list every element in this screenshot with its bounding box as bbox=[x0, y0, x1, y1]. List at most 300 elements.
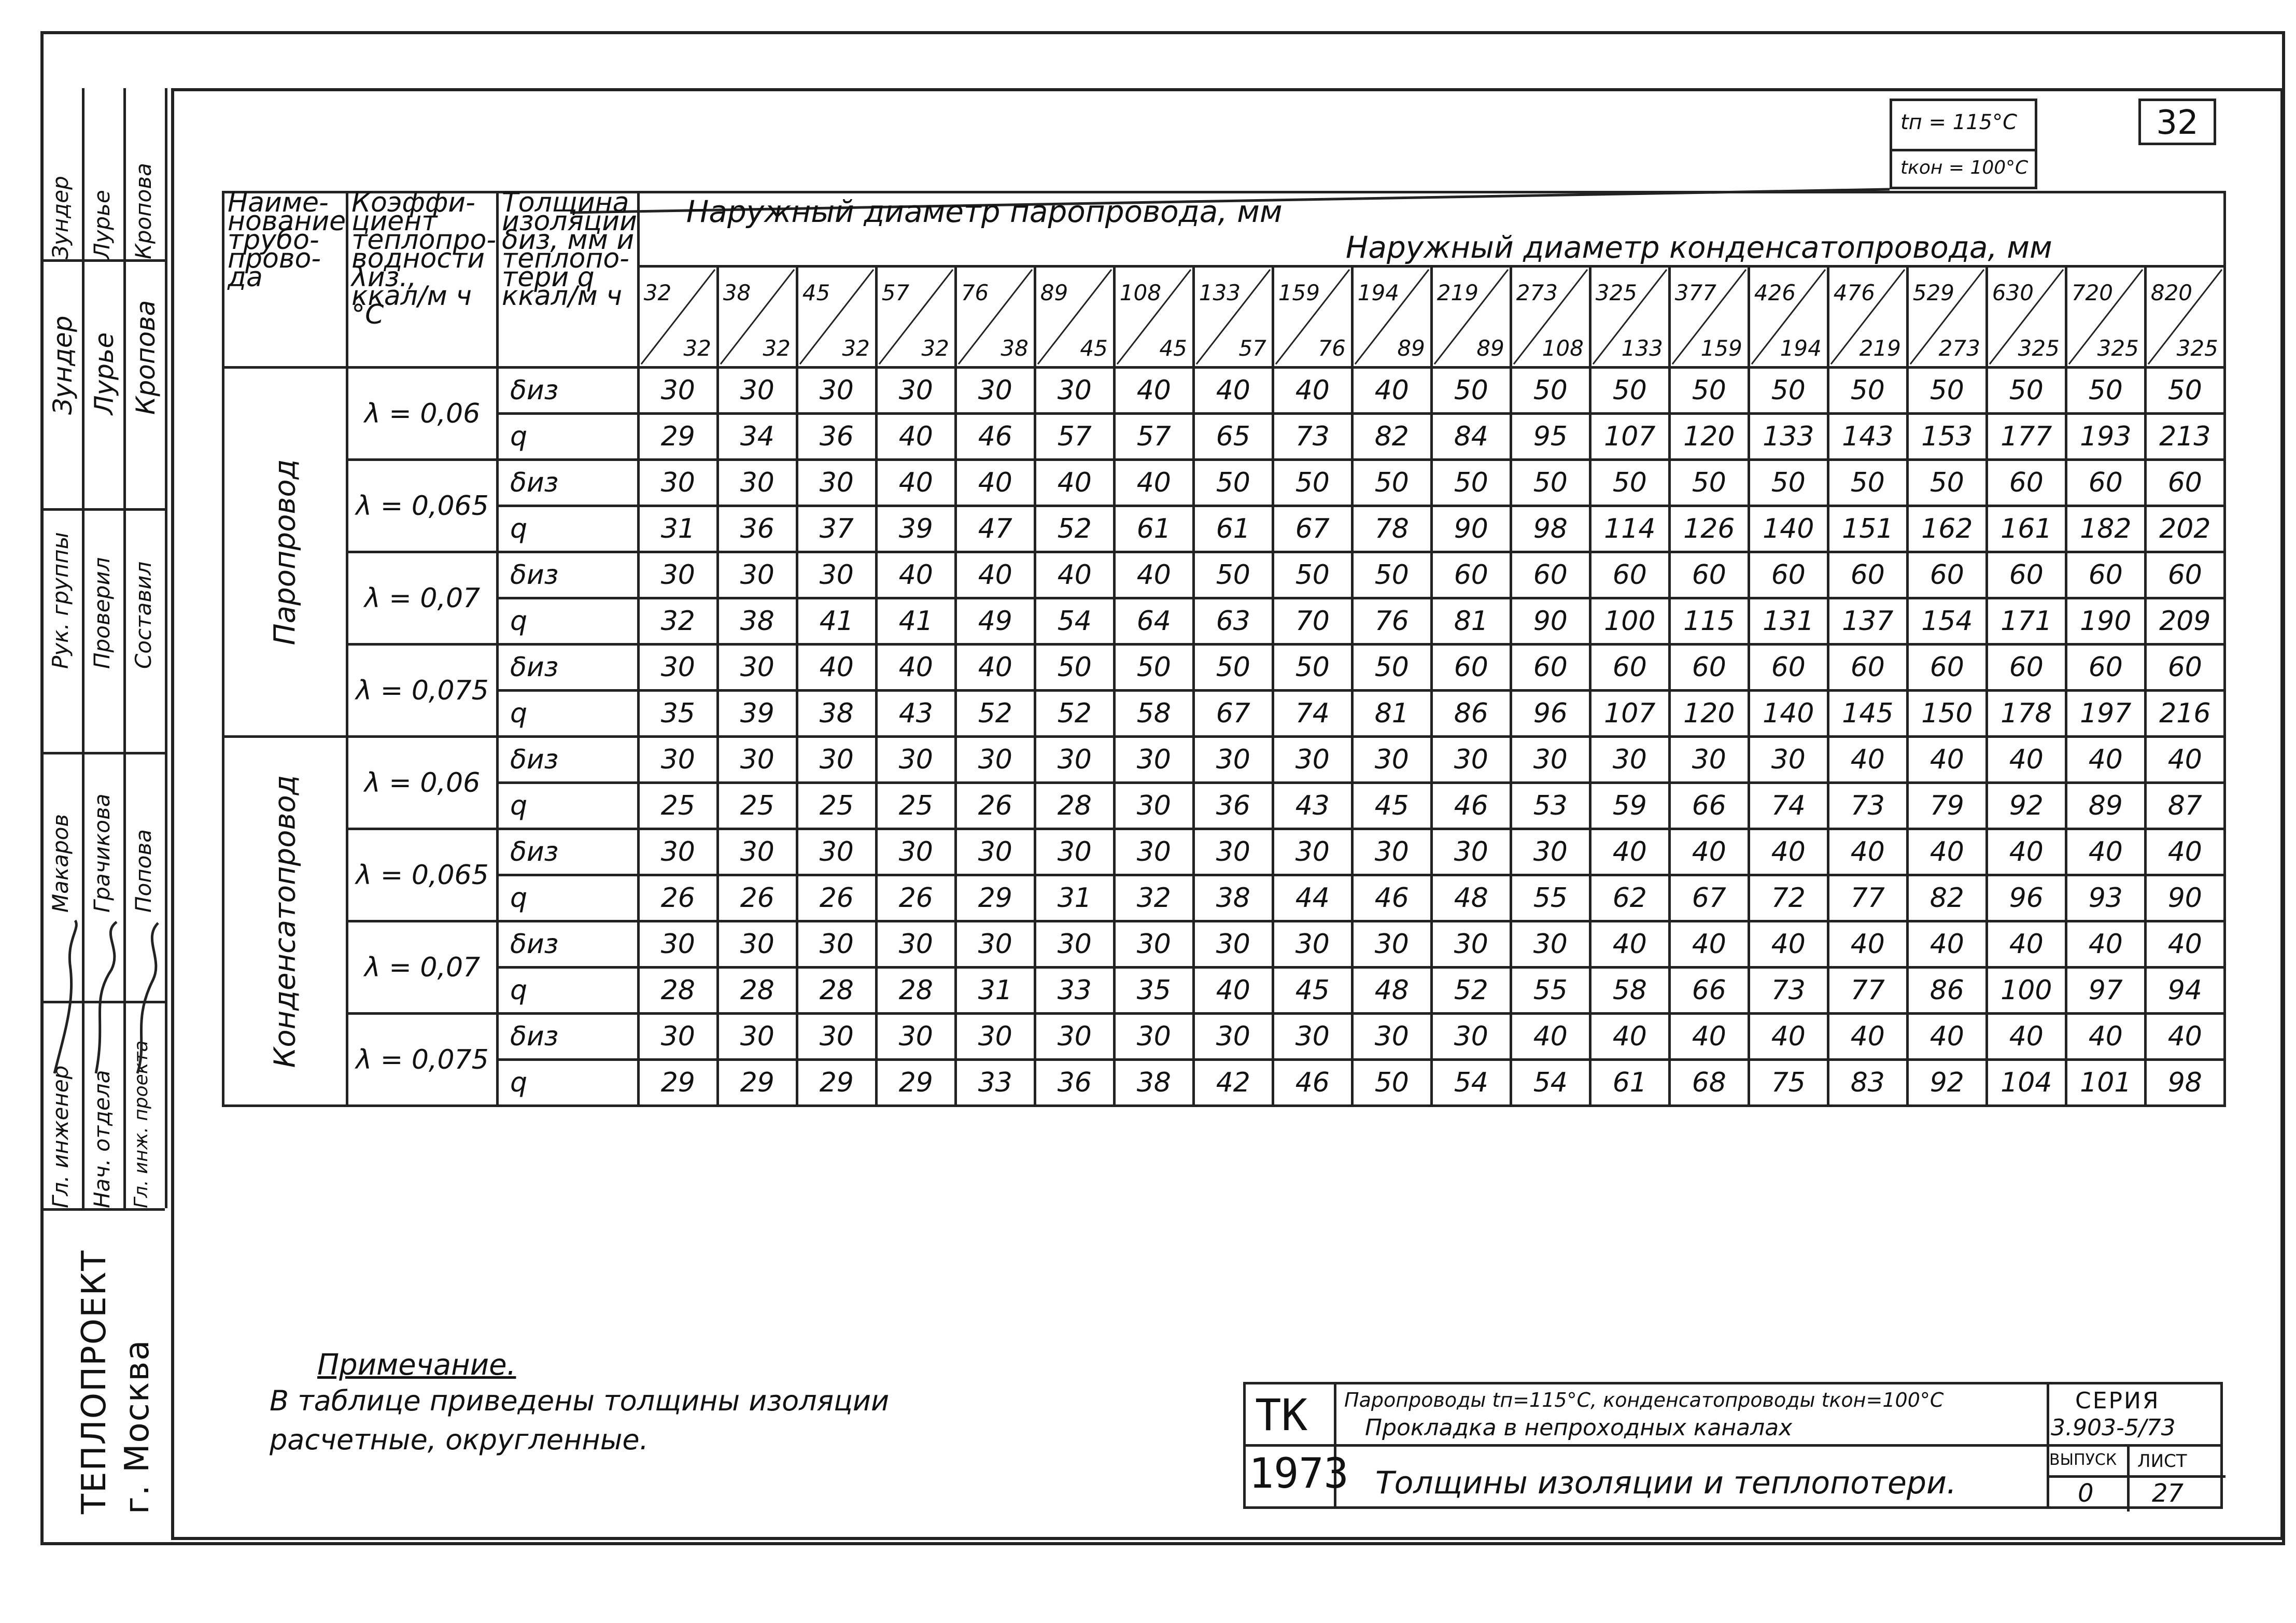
diameter-header-cell bbox=[2066, 267, 2145, 368]
thickness-value: 40 bbox=[876, 645, 955, 691]
signature-scribbles-icon bbox=[44, 918, 168, 1084]
heatloss-value: 26 bbox=[876, 875, 955, 921]
diameter-header-cell bbox=[1511, 267, 1590, 368]
steam-diameter: 89 bbox=[1040, 280, 1068, 305]
heatloss-value: 28 bbox=[797, 968, 876, 1014]
diameter-header-cell bbox=[955, 267, 1035, 368]
diameter-header-cell bbox=[1352, 267, 1431, 368]
thickness-value: 60 bbox=[1987, 460, 2066, 506]
diameter-header-cell bbox=[1907, 267, 1987, 368]
heatloss-value: 107 bbox=[1590, 414, 1669, 460]
thickness-value: 40 bbox=[1273, 368, 1352, 414]
heatloss-value: 81 bbox=[1431, 598, 1511, 645]
cond-diameter: 108 bbox=[1542, 335, 1584, 361]
symbol-thickness: δиз bbox=[498, 460, 639, 506]
thickness-value: 50 bbox=[1669, 368, 1749, 414]
heatloss-value: 90 bbox=[2145, 875, 2224, 921]
heatloss-value: 107 bbox=[1590, 691, 1669, 737]
thickness-value: 30 bbox=[1035, 829, 1114, 875]
steam-diameter: 720 bbox=[2071, 280, 2113, 305]
thickness-value: 40 bbox=[1828, 737, 1907, 783]
thickness-value: 30 bbox=[1114, 829, 1193, 875]
heatloss-value: 46 bbox=[1431, 783, 1511, 829]
thickness-value: 40 bbox=[1114, 552, 1193, 598]
heatloss-value: 29 bbox=[955, 875, 1035, 921]
thickness-value: 40 bbox=[2066, 829, 2145, 875]
table-row bbox=[223, 645, 2225, 691]
heatloss-value: 92 bbox=[1907, 1060, 1987, 1106]
heatloss-value: 162 bbox=[1907, 506, 1987, 552]
heatloss-value: 77 bbox=[1828, 875, 1907, 921]
thickness-value: 40 bbox=[797, 645, 876, 691]
diameter-header-cell bbox=[1035, 267, 1114, 368]
thickness-value: 30 bbox=[876, 1014, 955, 1060]
heatloss-value: 65 bbox=[1193, 414, 1273, 460]
heatloss-value: 25 bbox=[797, 783, 876, 829]
heatloss-value: 34 bbox=[717, 414, 797, 460]
heatloss-value: 26 bbox=[717, 875, 797, 921]
thickness-value: 40 bbox=[2066, 1014, 2145, 1060]
thickness-value: 50 bbox=[1352, 552, 1431, 598]
heatloss-value: 29 bbox=[876, 1060, 955, 1106]
heatloss-value: 36 bbox=[1035, 1060, 1114, 1106]
thickness-value: 30 bbox=[717, 921, 797, 968]
thickness-value: 50 bbox=[1590, 368, 1669, 414]
steam-diameter: 219 bbox=[1436, 280, 1478, 305]
cond-diameter: 325 bbox=[2018, 335, 2060, 361]
thickness-value: 30 bbox=[1193, 921, 1273, 968]
thickness-value: 50 bbox=[1431, 460, 1511, 506]
heatloss-value: 72 bbox=[1749, 875, 1828, 921]
heatloss-value: 94 bbox=[2145, 968, 2224, 1014]
header-coef: Коэффи-циент теплопро-водности λиз., ккал/м ч °С bbox=[347, 192, 498, 368]
heatloss-value: 100 bbox=[1590, 598, 1669, 645]
symbol-heatloss: q bbox=[498, 783, 639, 829]
thickness-value: 50 bbox=[1590, 460, 1669, 506]
symbol-thickness: δиз bbox=[498, 829, 639, 875]
series-label: СЕРИЯ bbox=[2075, 1388, 2160, 1414]
heatloss-value: 161 bbox=[1987, 506, 2066, 552]
thickness-value: 30 bbox=[876, 737, 955, 783]
heatloss-value: 73 bbox=[1273, 414, 1352, 460]
heatloss-value: 54 bbox=[1431, 1060, 1511, 1106]
thickness-value: 50 bbox=[1273, 645, 1352, 691]
note-text-2: расчетные, округленные. bbox=[270, 1423, 649, 1456]
thickness-value: 30 bbox=[1273, 829, 1352, 875]
symbol-thickness: δиз bbox=[498, 921, 639, 968]
title-line-1: Паропроводы tп=115°С, конденсатопроводы tкон=100°С bbox=[1344, 1389, 1944, 1411]
heatloss-value: 63 bbox=[1193, 598, 1273, 645]
heatloss-value: 90 bbox=[1431, 506, 1511, 552]
thickness-value: 30 bbox=[638, 921, 717, 968]
thickness-value: 60 bbox=[1907, 552, 1987, 598]
heatloss-value: 38 bbox=[717, 598, 797, 645]
heatloss-value: 32 bbox=[638, 598, 717, 645]
title-main: Толщины изоляции и теплопотери. bbox=[1375, 1465, 1957, 1501]
heatloss-value: 77 bbox=[1828, 968, 1907, 1014]
thickness-value: 50 bbox=[1828, 460, 1907, 506]
heatloss-value: 40 bbox=[876, 414, 955, 460]
thickness-value: 40 bbox=[1749, 1014, 1828, 1060]
heatloss-value: 33 bbox=[955, 1060, 1035, 1106]
thickness-value: 30 bbox=[717, 460, 797, 506]
table-row bbox=[223, 968, 2225, 1014]
heatloss-value: 83 bbox=[1828, 1060, 1907, 1106]
heatloss-value: 92 bbox=[1987, 783, 2066, 829]
heatloss-value: 120 bbox=[1669, 414, 1749, 460]
diameter-header-cell bbox=[1987, 267, 2066, 368]
thickness-value: 60 bbox=[1431, 645, 1511, 691]
lambda-cell: λ = 0,075 bbox=[347, 645, 498, 737]
stamp-col1-2: Кропова bbox=[131, 163, 156, 259]
heatloss-value: 46 bbox=[1352, 875, 1431, 921]
thickness-value: 40 bbox=[1749, 921, 1828, 968]
heatloss-value: 98 bbox=[1511, 506, 1590, 552]
heatloss-value: 55 bbox=[1511, 875, 1590, 921]
table-row bbox=[223, 414, 2225, 460]
heatloss-value: 52 bbox=[955, 691, 1035, 737]
heatloss-value: 25 bbox=[876, 783, 955, 829]
heatloss-value: 68 bbox=[1669, 1060, 1749, 1106]
thickness-value: 60 bbox=[1669, 552, 1749, 598]
heatloss-value: 36 bbox=[1193, 783, 1273, 829]
table-row bbox=[223, 1060, 2225, 1106]
thickness-value: 40 bbox=[1590, 921, 1669, 968]
thickness-value: 30 bbox=[638, 1014, 717, 1060]
thickness-value: 50 bbox=[1749, 460, 1828, 506]
heatloss-value: 35 bbox=[638, 691, 717, 737]
heatloss-value: 25 bbox=[717, 783, 797, 829]
thickness-value: 30 bbox=[1669, 737, 1749, 783]
heatloss-value: 38 bbox=[1114, 1060, 1193, 1106]
stamp-col4-0: Гл. инженер bbox=[48, 1065, 73, 1208]
heatloss-value: 97 bbox=[2066, 968, 2145, 1014]
thickness-value: 30 bbox=[1035, 1014, 1114, 1060]
heatloss-value: 140 bbox=[1749, 506, 1828, 552]
heatloss-value: 52 bbox=[1035, 691, 1114, 737]
thickness-value: 60 bbox=[1907, 645, 1987, 691]
thickness-value: 60 bbox=[1828, 645, 1907, 691]
heatloss-value: 36 bbox=[797, 414, 876, 460]
heatloss-value: 82 bbox=[1907, 875, 1987, 921]
heatloss-value: 89 bbox=[2066, 783, 2145, 829]
heatloss-value: 79 bbox=[1907, 783, 1987, 829]
heatloss-value: 151 bbox=[1828, 506, 1907, 552]
heatloss-value: 46 bbox=[955, 414, 1035, 460]
heatloss-value: 35 bbox=[1114, 968, 1193, 1014]
table-row bbox=[223, 1014, 2225, 1060]
heatloss-value: 30 bbox=[1114, 783, 1193, 829]
diameter-header-cell bbox=[1828, 267, 1907, 368]
group-label-cell bbox=[223, 368, 347, 737]
thickness-value: 30 bbox=[797, 1014, 876, 1060]
thickness-value: 60 bbox=[2145, 460, 2224, 506]
thickness-value: 40 bbox=[1590, 829, 1669, 875]
thickness-value: 50 bbox=[1828, 368, 1907, 414]
table-row bbox=[223, 829, 2225, 875]
thickness-value: 60 bbox=[2145, 645, 2224, 691]
diameter-header-cell bbox=[2145, 267, 2224, 368]
symbol-heatloss: q bbox=[498, 1060, 639, 1106]
group-name: Конденсатопровод bbox=[268, 775, 302, 1068]
sheet-value: 27 bbox=[2152, 1479, 2184, 1508]
cond-diameter: 45 bbox=[1159, 335, 1187, 361]
diameter-header-cell bbox=[1431, 267, 1511, 368]
diameter-header-cell bbox=[1273, 267, 1352, 368]
thickness-value: 40 bbox=[1669, 829, 1749, 875]
thickness-value: 40 bbox=[876, 552, 955, 598]
thickness-value: 60 bbox=[2066, 460, 2145, 506]
heatloss-value: 48 bbox=[1352, 968, 1431, 1014]
stamp-col1-1: Лурье bbox=[89, 190, 115, 259]
steam-diameter: 133 bbox=[1199, 280, 1241, 305]
issue-label: ВЫПУСК bbox=[2049, 1451, 2117, 1469]
heatloss-value: 28 bbox=[717, 968, 797, 1014]
heatloss-value: 197 bbox=[2066, 691, 2145, 737]
thickness-value: 40 bbox=[2066, 921, 2145, 968]
steam-diameter: 76 bbox=[961, 280, 989, 305]
thickness-value: 40 bbox=[1828, 829, 1907, 875]
header-row-1 bbox=[223, 192, 2225, 230]
thickness-value: 30 bbox=[638, 645, 717, 691]
signature-1: Зундер bbox=[48, 315, 78, 415]
thickness-value: 30 bbox=[876, 921, 955, 968]
lambda-cell: λ = 0,06 bbox=[347, 737, 498, 829]
heatloss-value: 140 bbox=[1749, 691, 1828, 737]
heatloss-value: 62 bbox=[1590, 875, 1669, 921]
thickness-value: 50 bbox=[1511, 368, 1590, 414]
heatloss-value: 115 bbox=[1669, 598, 1749, 645]
diameter-header-cell bbox=[717, 267, 797, 368]
stamp-col3-0: Макаров bbox=[48, 814, 73, 913]
lambda-cell: λ = 0,06 bbox=[347, 368, 498, 460]
table-row bbox=[223, 506, 2225, 552]
symbol-heatloss: q bbox=[498, 506, 639, 552]
heatloss-value: 26 bbox=[797, 875, 876, 921]
cond-diameter: 133 bbox=[1621, 335, 1663, 361]
cond-diameter: 32 bbox=[683, 335, 711, 361]
thickness-value: 30 bbox=[1114, 1014, 1193, 1060]
thickness-value: 30 bbox=[1273, 737, 1352, 783]
heatloss-value: 171 bbox=[1987, 598, 2066, 645]
heatloss-value: 61 bbox=[1114, 506, 1193, 552]
cond-diameter: 194 bbox=[1780, 335, 1822, 361]
thickness-value: 50 bbox=[1035, 645, 1114, 691]
heatloss-value: 74 bbox=[1273, 691, 1352, 737]
thickness-value: 50 bbox=[1114, 645, 1193, 691]
diameter-header-cell bbox=[1749, 267, 1828, 368]
heatloss-value: 101 bbox=[2066, 1060, 2145, 1106]
note-text-1: В таблице приведены толщины изоляции bbox=[270, 1384, 890, 1417]
steam-diameter: 529 bbox=[1912, 280, 1954, 305]
heatloss-value: 73 bbox=[1828, 783, 1907, 829]
thickness-value: 30 bbox=[876, 829, 955, 875]
thickness-value: 50 bbox=[2145, 368, 2224, 414]
cond-diameter: 159 bbox=[1700, 335, 1742, 361]
thickness-value: 30 bbox=[1511, 829, 1590, 875]
thickness-value: 30 bbox=[1114, 921, 1193, 968]
heatloss-value: 86 bbox=[1907, 968, 1987, 1014]
corner-params-box bbox=[1890, 99, 2037, 189]
thickness-value: 50 bbox=[1749, 368, 1828, 414]
thickness-value: 30 bbox=[638, 368, 717, 414]
thickness-value: 40 bbox=[1987, 1014, 2066, 1060]
symbol-thickness: δиз bbox=[498, 1014, 639, 1060]
heatloss-value: 45 bbox=[1352, 783, 1431, 829]
thickness-value: 30 bbox=[638, 552, 717, 598]
heatloss-value: 78 bbox=[1352, 506, 1431, 552]
table-row bbox=[223, 552, 2225, 598]
thickness-value: 30 bbox=[1193, 829, 1273, 875]
lambda-cell: λ = 0,07 bbox=[347, 921, 498, 1014]
thickness-value: 60 bbox=[1749, 645, 1828, 691]
heatloss-value: 178 bbox=[1987, 691, 2066, 737]
heatloss-value: 54 bbox=[1511, 1060, 1590, 1106]
steam-diameter: 194 bbox=[1357, 280, 1399, 305]
param-t-cond: tкон = 100°С bbox=[1900, 157, 2029, 178]
thickness-value: 30 bbox=[1431, 921, 1511, 968]
thickness-value: 40 bbox=[955, 645, 1035, 691]
thickness-value: 50 bbox=[1511, 460, 1590, 506]
heatloss-value: 74 bbox=[1749, 783, 1828, 829]
thickness-value: 30 bbox=[717, 645, 797, 691]
heatloss-value: 213 bbox=[2145, 414, 2224, 460]
heatloss-value: 82 bbox=[1352, 414, 1431, 460]
thickness-value: 30 bbox=[1431, 1014, 1511, 1060]
heatloss-value: 209 bbox=[2145, 598, 2224, 645]
cond-diameter: 32 bbox=[763, 335, 791, 361]
thickness-value: 40 bbox=[1907, 921, 1987, 968]
thickness-value: 60 bbox=[2066, 645, 2145, 691]
thickness-value: 40 bbox=[955, 460, 1035, 506]
thickness-value: 50 bbox=[1669, 460, 1749, 506]
heatloss-value: 47 bbox=[955, 506, 1035, 552]
heatloss-value: 54 bbox=[1035, 598, 1114, 645]
symbol-thickness: δиз bbox=[498, 368, 639, 414]
thickness-value: 40 bbox=[2145, 1014, 2224, 1060]
heatloss-value: 38 bbox=[797, 691, 876, 737]
steam-diameter: 159 bbox=[1278, 280, 1320, 305]
heatloss-value: 73 bbox=[1749, 968, 1828, 1014]
table-row bbox=[223, 598, 2225, 645]
thickness-value: 30 bbox=[797, 460, 876, 506]
steam-diameter: 273 bbox=[1516, 280, 1558, 305]
thickness-value: 30 bbox=[797, 737, 876, 783]
heatloss-value: 143 bbox=[1828, 414, 1907, 460]
heatloss-value: 137 bbox=[1828, 598, 1907, 645]
heatloss-value: 75 bbox=[1749, 1060, 1828, 1106]
symbol-thickness: δиз bbox=[498, 645, 639, 691]
table-row bbox=[223, 691, 2225, 737]
thickness-value: 30 bbox=[1590, 737, 1669, 783]
steam-diameter: 377 bbox=[1674, 280, 1716, 305]
heatloss-value: 40 bbox=[1193, 968, 1273, 1014]
heatloss-value: 86 bbox=[1431, 691, 1511, 737]
thickness-value: 40 bbox=[1114, 460, 1193, 506]
heatloss-value: 28 bbox=[876, 968, 955, 1014]
heatloss-value: 29 bbox=[717, 1060, 797, 1106]
thickness-value: 30 bbox=[638, 460, 717, 506]
header-thickness: Толщина изоляции δиз, мм и теплопо-тери q ккал/м ч bbox=[498, 192, 639, 368]
heatloss-value: 145 bbox=[1828, 691, 1907, 737]
heatloss-value: 50 bbox=[1352, 1060, 1431, 1106]
title-block bbox=[1243, 1382, 2223, 1509]
steam-diameter: 325 bbox=[1595, 280, 1637, 305]
heatloss-value: 67 bbox=[1193, 691, 1273, 737]
heatloss-value: 70 bbox=[1273, 598, 1352, 645]
thickness-value: 30 bbox=[1352, 1014, 1431, 1060]
thickness-value: 60 bbox=[1987, 552, 2066, 598]
stamp-col3-2: Попова bbox=[131, 829, 156, 913]
diameter-header-cell bbox=[797, 267, 876, 368]
stamp-col3-1: Грачикова bbox=[89, 793, 115, 913]
cond-diameter: 89 bbox=[1476, 335, 1504, 361]
thickness-value: 40 bbox=[1987, 921, 2066, 968]
heatloss-value: 216 bbox=[2145, 691, 2224, 737]
heatloss-value: 32 bbox=[1114, 875, 1193, 921]
heatloss-value: 126 bbox=[1669, 506, 1749, 552]
thickness-value: 30 bbox=[876, 368, 955, 414]
header-cond-diameter: Наружный диаметр конденсатопровода, мм bbox=[638, 230, 2224, 267]
thickness-value: 30 bbox=[1035, 368, 1114, 414]
thickness-value: 40 bbox=[1907, 829, 1987, 875]
title-tk: ТК bbox=[1255, 1390, 1308, 1440]
diameter-header-cell bbox=[1669, 267, 1749, 368]
steam-diameter: 426 bbox=[1754, 280, 1796, 305]
cond-diameter: 89 bbox=[1397, 335, 1425, 361]
stamp-col1-0: Зундер bbox=[48, 176, 73, 259]
heatloss-value: 61 bbox=[1193, 506, 1273, 552]
cond-diameter: 38 bbox=[1001, 335, 1029, 361]
thickness-value: 30 bbox=[1035, 737, 1114, 783]
thickness-value: 30 bbox=[1273, 1014, 1352, 1060]
thickness-value: 30 bbox=[797, 368, 876, 414]
heatloss-value: 96 bbox=[1987, 875, 2066, 921]
cond-diameter: 57 bbox=[1238, 335, 1266, 361]
heatloss-value: 182 bbox=[2066, 506, 2145, 552]
thickness-value: 50 bbox=[2066, 368, 2145, 414]
note-title: Примечание. bbox=[317, 1348, 516, 1382]
heatloss-value: 36 bbox=[717, 506, 797, 552]
heatloss-value: 150 bbox=[1907, 691, 1987, 737]
table-row bbox=[223, 368, 2225, 414]
thickness-value: 30 bbox=[1749, 737, 1828, 783]
heatloss-value: 67 bbox=[1669, 875, 1749, 921]
heatloss-value: 114 bbox=[1590, 506, 1669, 552]
thickness-value: 40 bbox=[2145, 829, 2224, 875]
thickness-value: 30 bbox=[1352, 737, 1431, 783]
lambda-cell: λ = 0,065 bbox=[347, 460, 498, 552]
series-value: 3.903-5/73 bbox=[2051, 1415, 2176, 1441]
thickness-value: 30 bbox=[797, 921, 876, 968]
heatloss-value: 25 bbox=[638, 783, 717, 829]
heatloss-value: 177 bbox=[1987, 414, 2066, 460]
heatloss-value: 100 bbox=[1987, 968, 2066, 1014]
heatloss-value: 52 bbox=[1431, 968, 1511, 1014]
thickness-value: 40 bbox=[955, 552, 1035, 598]
thickness-value: 50 bbox=[1352, 645, 1431, 691]
title-line-2: Прокладка в непроходных каналах bbox=[1365, 1415, 1793, 1441]
table-row bbox=[223, 921, 2225, 968]
heatloss-value: 84 bbox=[1431, 414, 1511, 460]
thickness-value: 40 bbox=[2066, 737, 2145, 783]
heatloss-value: 66 bbox=[1669, 968, 1749, 1014]
heatloss-value: 59 bbox=[1590, 783, 1669, 829]
thickness-value: 30 bbox=[717, 368, 797, 414]
thickness-value: 40 bbox=[1987, 737, 2066, 783]
thickness-value: 40 bbox=[1907, 1014, 1987, 1060]
symbol-heatloss: q bbox=[498, 691, 639, 737]
